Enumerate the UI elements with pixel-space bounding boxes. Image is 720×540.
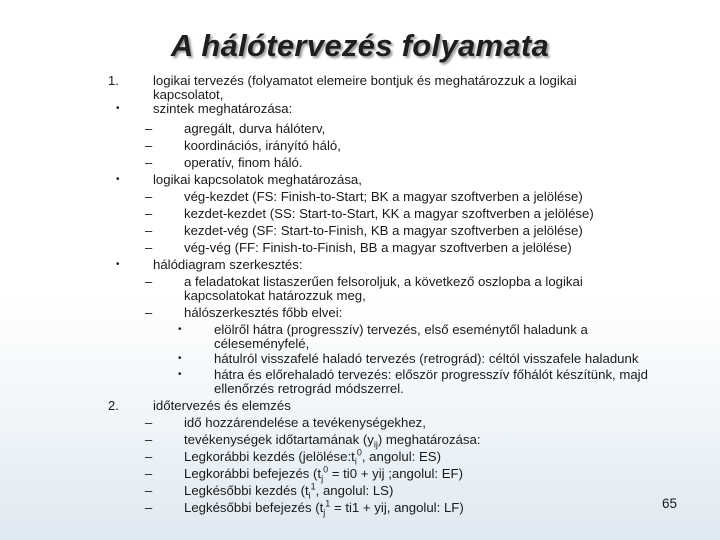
list-item-text: kezdet-vég (SF: Start-to-Finish, KB a magyar szoftverben a jelölése)	[184, 223, 583, 238]
dash-marker: –	[145, 274, 153, 289]
list-item-text: hálószerkesztés főbb elvei:	[184, 305, 343, 320]
list-item-text: szintek meghatározása:	[153, 101, 293, 116]
slide-title: A hálótervezés folyamata	[170, 28, 550, 63]
bullet-marker: •	[178, 353, 182, 364]
dash-marker: –	[145, 466, 153, 481]
dash-marker: –	[145, 206, 153, 221]
dash-marker: –	[145, 500, 153, 515]
list-item-text: logikai kapcsolatok meghatározása,	[153, 172, 362, 187]
list-item-text: hátulról visszafelé haladó tervezés (retrográd): céltól visszafele haladunk	[214, 351, 639, 366]
list-item-text: kezdet-kezdet (SS: Start-to-Start, KK a magyar szoftverben a jelölése)	[184, 206, 594, 221]
list-item-text: logikai tervezés (folyamatot elemeire bontjuk és meghatározzuk a logikai	[153, 73, 577, 88]
dash-marker: –	[145, 415, 153, 430]
bullet-marker: •	[116, 259, 120, 270]
dash-marker: –	[145, 138, 153, 153]
list-item-text: Legkésőbbi befejezés ($t_j^1 = ti1$ + yij, angolul: LF)	[184, 498, 464, 518]
list-item-text: idő hozzárendelése a tevékenységekhez,	[184, 415, 426, 430]
list-item-text: koordinációs, irányító háló,	[184, 138, 341, 153]
list-item-text: tevékenységek időtartamának $(y_{ij})$ meghatározása:	[184, 432, 481, 450]
list-item-text: időtervezés és elemzés	[153, 398, 291, 413]
list-item-text: hálódiagram szerkesztés:	[153, 257, 303, 272]
list-item-text: operatív, finom háló.	[184, 155, 303, 170]
bullet-marker: •	[116, 174, 120, 185]
bullet-marker: •	[178, 324, 182, 335]
dash-marker: –	[145, 240, 153, 255]
list-number-2: 2.	[108, 398, 119, 413]
list-number-1: 1.	[108, 73, 119, 88]
list-item-text: hátra és előrehaladó tervezés: először progresszív főhálót készítünk, majd	[214, 367, 648, 382]
list-item-text: Legkésőbbi kezdés ($t_i^1$, angolul: LS)	[184, 481, 394, 501]
list-item-text: Legkorábbi kezdés ($jelölése:t_i^0$, angolul: ES)	[184, 447, 441, 467]
list-item-text: vég-vég (FF: Finish-to-Finish, BB a magyar szoftverben a jelölése)	[184, 240, 572, 255]
list-item-text: Legkorábbi befejezés ($t_j^0 = ti0$ + yij ;angolul: EF)	[184, 464, 463, 484]
dash-marker: –	[145, 223, 153, 238]
list-item-text: kapcsolatot,	[153, 87, 224, 102]
list-item-text: vég-kezdet (FS: Finish-to-Start; BK a magyar szoftverben a jelölése)	[184, 189, 583, 204]
list-item-text: kapcsolatokat határozzuk meg,	[184, 288, 366, 303]
dash-marker: –	[145, 305, 153, 320]
bullet-marker: •	[116, 103, 120, 114]
dash-marker: –	[145, 189, 153, 204]
dash-marker: –	[145, 449, 153, 464]
list-item-text: agregált, durva hálóterv,	[184, 121, 326, 136]
dash-marker: –	[145, 121, 153, 136]
list-item-text: céleseményfelé,	[214, 336, 310, 351]
dash-marker: –	[145, 483, 153, 498]
dash-marker: –	[145, 432, 153, 447]
page-number: 65	[662, 496, 678, 511]
bullet-marker: •	[178, 369, 182, 380]
list-item-text: elölről hátra (progresszív) tervezés, első eseménytől haladunk a	[214, 322, 588, 337]
list-item-text: a feladatokat listaszerűen felsoroljuk, a következő oszlopba a logikai	[184, 274, 583, 289]
dash-marker: –	[145, 155, 153, 170]
list-item-text: ellenőrzés retrográd módszerrel.	[214, 381, 404, 396]
